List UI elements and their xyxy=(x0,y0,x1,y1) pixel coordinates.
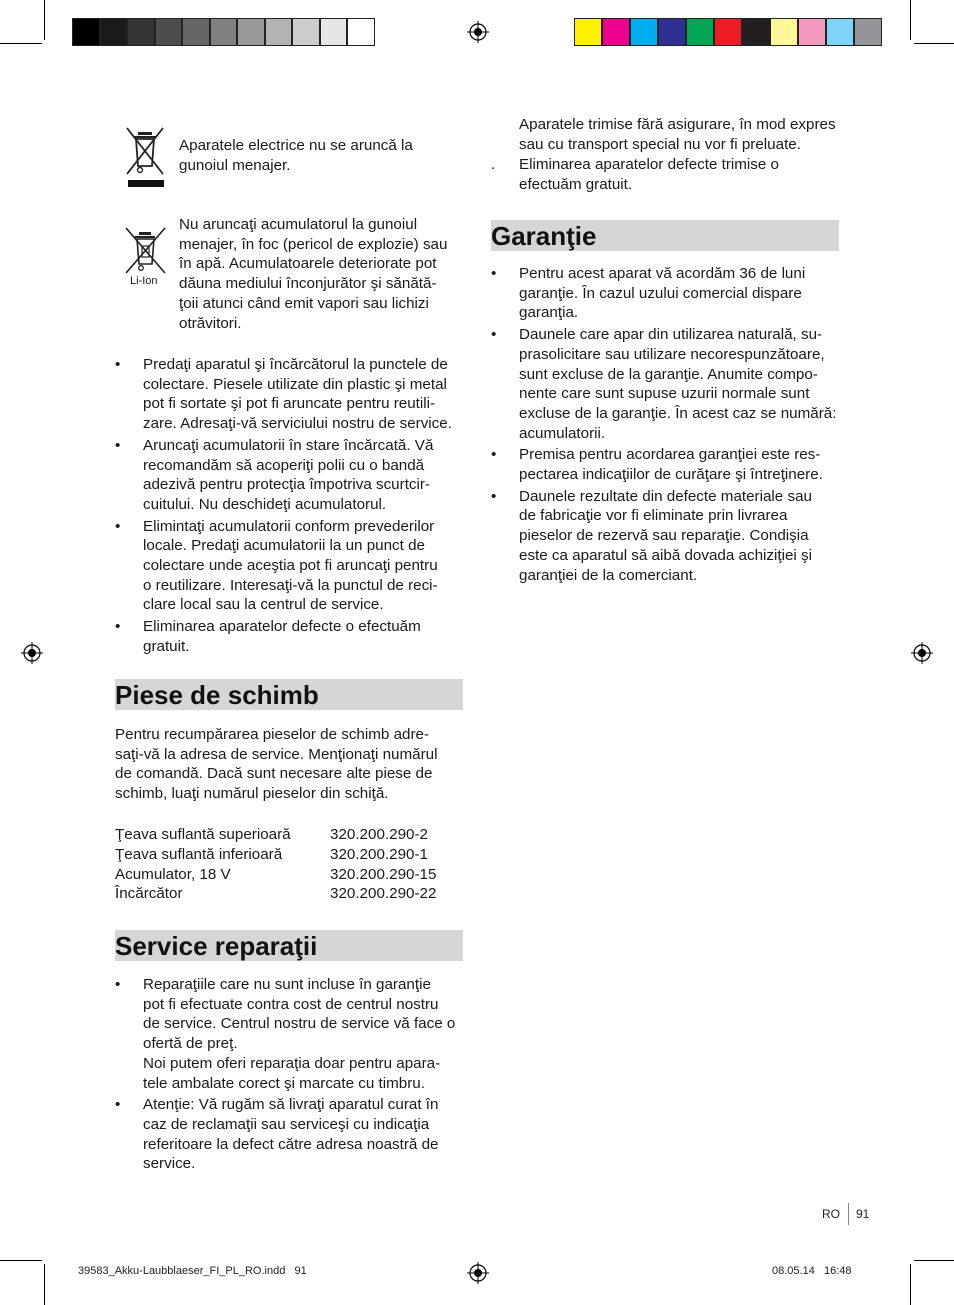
crop-mark xyxy=(44,0,45,40)
color-swatch xyxy=(292,18,320,46)
section-heading-repair-service: Service reparaţii xyxy=(115,930,463,961)
spare-parts-intro: Pentru recumpărarea pieselor de schimb adre- saţi-vă la adresa de service. Menţionaţi numărul de comandă. Dacă sunt necesare alte piese de schimb, luaţi numărul pieselor din schiţă. xyxy=(115,726,438,803)
crop-mark xyxy=(914,43,954,44)
color-swatch xyxy=(574,18,602,46)
crop-mark xyxy=(914,1260,954,1261)
page-number: 91 xyxy=(856,1207,870,1221)
table-row: Încărcător 320.200.290-22 xyxy=(115,885,437,903)
battery-crossed-bin-icon xyxy=(124,226,168,276)
color-swatch xyxy=(320,18,348,46)
color-swatch xyxy=(100,18,128,46)
registration-mark-icon xyxy=(21,642,43,664)
color-swatch xyxy=(155,18,183,46)
warranty-list xyxy=(491,264,846,587)
table-row: Acumulator, 18 V 320.200.290-15 xyxy=(115,865,437,883)
list-item: • Reparaţiile care nu sunt incluse în garanţie pot fi efectuate contra cost de centrul nostru de service. Centrul nostru de service vă face o ofertă de preţ. Noi putem oferi reparaţia doar pentru apara- tele ambalate corect şi marcate cu timbru. xyxy=(115,975,470,1093)
file-info: 39583_Akku-Laubblaeser_FI_PL_RO.indd 91 xyxy=(78,1265,307,1277)
color-swatch xyxy=(826,18,854,46)
color-swatch xyxy=(798,18,826,46)
color-swatch xyxy=(72,18,100,46)
color-swatch xyxy=(347,18,375,46)
color-swatch xyxy=(210,18,238,46)
registration-mark-icon xyxy=(467,21,489,43)
color-swatch xyxy=(630,18,658,46)
shipping-list xyxy=(491,155,846,196)
color-swatch xyxy=(127,18,155,46)
footer-divider xyxy=(848,1203,849,1225)
spare-parts-table xyxy=(115,825,470,904)
language-code: RO xyxy=(822,1207,840,1221)
color-swatch xyxy=(182,18,210,46)
registration-mark-icon xyxy=(467,1262,489,1284)
list-item: • Eliminarea aparatelor defecte o efectuăm gratuit. xyxy=(115,617,470,656)
color-swatch xyxy=(602,18,630,46)
color-swatch xyxy=(854,18,882,46)
list-item: • Predaţi aparatul şi încărcătorul la punctele de colectare. Piesele utilizate din plastic şi metal pot fi sortate şi pot fi aruncate pentru reutili- zare. Adresaţi-vă serviciului nostru de service. xyxy=(115,355,470,434)
list-item: . Eliminarea aparatelor defecte trimise o efectuăm gratuit. xyxy=(491,155,846,194)
color-swatch xyxy=(686,18,714,46)
list-item: • Premisa pentru acordarea garanţiei este res- pectarea indicaţiilor de curăţare şi întreţinere. xyxy=(491,445,846,484)
crop-mark xyxy=(44,1264,45,1305)
list-item: • Elimintaţi acumulatorii conform prevederilor locale. Predaţi acumulatorii la un punct de colectare unde aceştia pot fi aruncaţi pentru o reutilizare. Interesaţi-vă la punctul de reci- clare local sau la centrul de service. xyxy=(115,517,470,616)
crossed-bin-icon xyxy=(126,126,166,188)
crop-mark xyxy=(910,0,911,40)
battery-notice: Nu aruncaţi acumulatorul la gunoiul menajer, în foc (pericol de explozie) sau în apă. Acumulatoarele deteriorate pot dăuna mediului înconjurător şi sănătă- ţoii atunci când emit vapori sau lichizi otrăvitori. xyxy=(179,216,448,332)
crop-mark xyxy=(0,1260,42,1261)
list-item: • Daunele rezultate din defecte materiale sau de fabricaţie vor fi eliminate prin livrarea pieselor de rezervă sau reparaţie. Condişia este ca aparatul să aibă dovada achiziţiei şi garanţiei de la comerciant. xyxy=(491,487,846,586)
color-swatch xyxy=(742,18,770,46)
crop-mark xyxy=(910,1264,911,1305)
repair-list xyxy=(115,975,470,1176)
list-item: • Pentru acest aparat vă acordăm 36 de luni garanţie. În cazul uzului comercial dispare garanţia. xyxy=(491,264,846,323)
color-swatch xyxy=(658,18,686,46)
list-item: • Daunele care apar din utilizarea naturală, su- prasolicitare sau utilizare necorespunzătoare, sunt excluse de la garanţie. Anumite compo- nente care sunt supuse uzurii normale sunt excluse de la garanţie. În acest caz se numără: acumulatorii. xyxy=(491,325,846,443)
print-date-time: 08.05.14 16:48 xyxy=(772,1265,852,1277)
color-swatch xyxy=(237,18,265,46)
color-swatch xyxy=(265,18,293,46)
registration-mark-icon xyxy=(911,642,933,664)
weee-notice: Aparatele electrice nu se aruncă la gunoiul menajer. xyxy=(179,137,413,174)
color-swatch xyxy=(714,18,742,46)
section-heading-spare-parts: Piese de schimb xyxy=(115,679,463,710)
list-item: • Atenţie: Vă rugăm să livraţi aparatul curat în caz de reclamaţii sau serviceşi cu indicaţia referitoare la defect către adresa noastră de service. xyxy=(115,1095,470,1174)
color-swatch xyxy=(770,18,798,46)
section-heading-warranty: Garanţie xyxy=(491,220,839,251)
li-ion-label: Li-Ion xyxy=(130,275,158,287)
crop-mark xyxy=(0,43,42,44)
table-row: Ţeava suflantă inferioară 320.200.290-1 xyxy=(115,845,428,863)
table-row: Ţeava suflantă superioară 320.200.290-2 xyxy=(115,826,428,843)
shipping-notice: Aparatele trimise fără asigurare, în mod expres sau cu transport special nu vor fi preluate. xyxy=(519,116,836,153)
disposal-list xyxy=(115,355,470,659)
list-item: • Aruncaţi acumulatorii în stare încărcată. Vă recomandăm să acoperiţi polii cu o bandă adezivă pentru protecţia împotriva scurtcir- cuitului. Nu deschideţi acumulatorul. xyxy=(115,436,470,515)
